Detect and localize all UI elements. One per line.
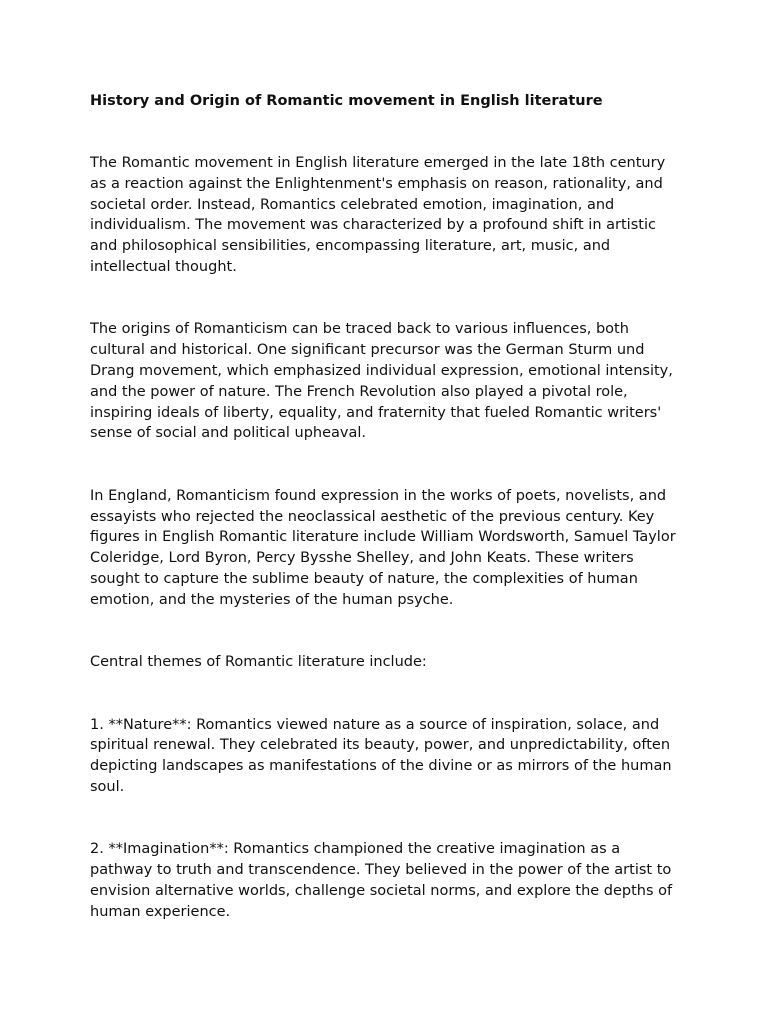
paragraph-origins: The origins of Romanticism can be traced back to various influences, both cultural and historical. One significant precursor was the German Sturm und Drang movement, which emphasized individual expression, emotional intensity, and the power of nature. The French Revolution also played a pivotal role, inspiring ideals of liberty, equality, and fraternity that fueled Romantic writers' sense of social and political upheaval.: [90, 321, 673, 442]
paragraph-theme-nature: 1. **Nature**: Romantics viewed nature as a source of inspiration, solace, and spiritual renewal. They celebrated its beauty, power, and unpredictability, often depicting landscapes as manifestations of the divine or as mirrors of the human soul.: [90, 716, 672, 795]
paragraph-themes-intro: Central themes of Romantic literature include:: [90, 654, 427, 671]
document-title: History and Origin of Romantic movement in English literature: [90, 93, 603, 109]
document-page: [90, 90, 682, 964]
paragraph-intro: The Romantic movement in English literature emerged in the late 18th century as a reaction against the Enlightenment's emphasis on reason, rationality, and societal order. Instead, Romantics celebrated emotion, imagination, and individualism. The movement was characterized by a profound shift in artistic and philosophical sensibilities, encompassing literature, art, music, and intellectual thought.: [90, 155, 666, 275]
paragraph-england: In England, Romanticism found expression in the works of poets, novelists, and essayists who rejected the neoclassical aesthetic of the previous century. Key figures in English Romantic literature include William Wordsworth, Samuel Taylor Coleridge, Lord Byron, Percy Bysshe Shelley, and John Keats. These writers sought to capture the sublime beauty of nature, the complexities of human emotion, and the mysteries of the human psyche.: [90, 487, 676, 608]
paragraph-theme-imagination: 2. **Imagination**: Romantics championed the creative imagination as a pathway to truth and transcendence. They believed in the power of the artist to envision alternative worlds, challenge societal norms, and explore the depths of human experience.: [90, 841, 673, 920]
